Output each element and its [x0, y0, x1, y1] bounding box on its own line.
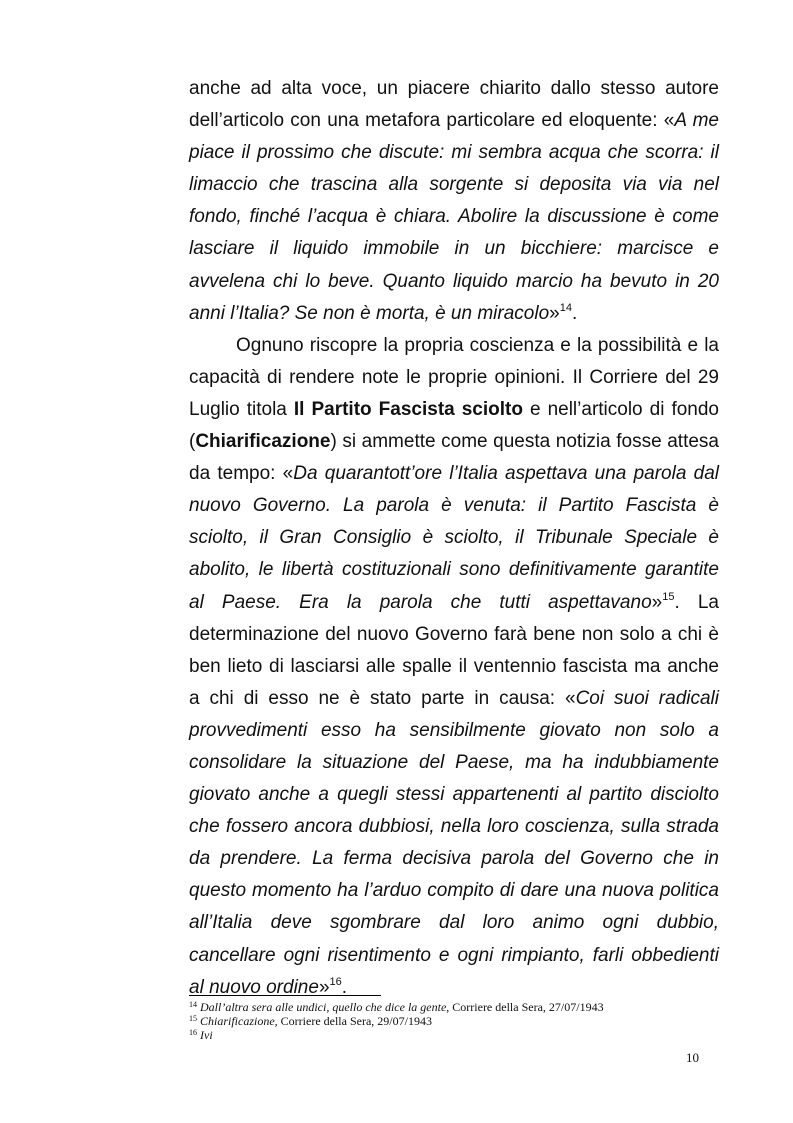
footnote-number: 14 [189, 1000, 197, 1009]
article-title-bold: Chiarificazione [195, 431, 331, 453]
text-segment: » [549, 302, 560, 324]
text-segment: » [318, 976, 330, 998]
footnote-ref-15: 15 [662, 590, 675, 603]
paragraph-1 [189, 73, 719, 330]
text-segment: anche ad alta voce, un piacere chiarito dallo stesso autore dell’articolo con una metafora particolare ed eloquente: « [189, 78, 719, 132]
quote-italic: A me piace il prossimo che discute: mi sembra acqua che scorra: il limaccio che trascina alla sorgente si deposita via via nel fondo, finché l’acqua è chiara. Abolire la discussione è come lasciare il liquido immobile in un bicchiere: marcisce e avvelena chi lo beve. Quanto liquido marcio ha bevuto in 20 anni l’Italia? Se non è morta, è un miracolo [189, 110, 719, 324]
quote-italic: Da quarantott’ore l’Italia aspettava una parola dal nuovo Governo. La parola è venuta: il Partito Fascista è sciolto, il Gran Consiglio è sciolto, il Tribunale Speciale è abolito, le libertà costituzionali sono definitivamente garantite al Paese. Era la parola che tutti aspettavano [189, 463, 719, 613]
footnote-source: Corriere della Sera, 29/07/1943 [277, 1014, 432, 1028]
footnote-title: Ivi [200, 1028, 213, 1042]
headline-bold: Il Partito Fascista sciolto [293, 398, 523, 420]
text-segment: e nell’articolo di fondo ( [189, 398, 719, 453]
text-segment: . [341, 976, 348, 998]
text-segment: . [571, 302, 578, 324]
body-text [189, 73, 719, 1004]
footnote-number: 15 [189, 1014, 197, 1023]
footnote-separator [189, 995, 381, 996]
footnote-ref-16: 16 [329, 975, 342, 988]
page-number: 10 [686, 1050, 699, 1065]
footnote-number: 16 [189, 1028, 197, 1037]
footnotes [189, 1000, 719, 1042]
footnote-ref-14: 14 [559, 301, 572, 314]
text-segment: . La determinazione del nuovo Governo farà bene non solo a chi è ben lieto di lasciarsi alle spalle il ventennio fascista ma anche a chi di esso ne è stato parte in causa: « [189, 591, 719, 709]
footnote-15 [189, 1014, 719, 1028]
text-segment: Ognuno riscopre la propria coscienza e la possibilità e la capacità di rendere note le proprie opinioni. Il Corriere del 29 Luglio titola [189, 334, 719, 420]
footnote-title: Chiarificazione, [200, 1014, 278, 1028]
footnote-source: , Corriere della Sera, 27/07/1943 [446, 1000, 604, 1014]
footnote-16 [189, 1028, 719, 1042]
quote-italic: Coi suoi radicali provvedimenti esso ha sensibilmente giovato non solo a consolidare la situazione del Paese, ma ha indubbiamente giovato anche a quegli stessi appartenenti al partito disciolto che fossero ancora dubbiosi, nella loro coscienza, sulla strada da prendere. La ferma decisiva parola del Governo che in questo momento ha l’arduo compito di dare una nuova politica all’Italia deve sgombrare dal loro animo ogni dubbio, cancellare ogni risentimento e ogni rimpianto, farli obbedienti al nuovo ordine [189, 687, 719, 998]
text-segment: ) si ammette come questa notizia fosse attesa da tempo: « [189, 431, 719, 485]
footnote-title: Dall’altra sera alle undici, quello che dice la gente [200, 1000, 447, 1014]
footnote-14 [189, 1000, 719, 1014]
text-segment: » [651, 591, 663, 613]
paragraph-2 [189, 330, 719, 1004]
